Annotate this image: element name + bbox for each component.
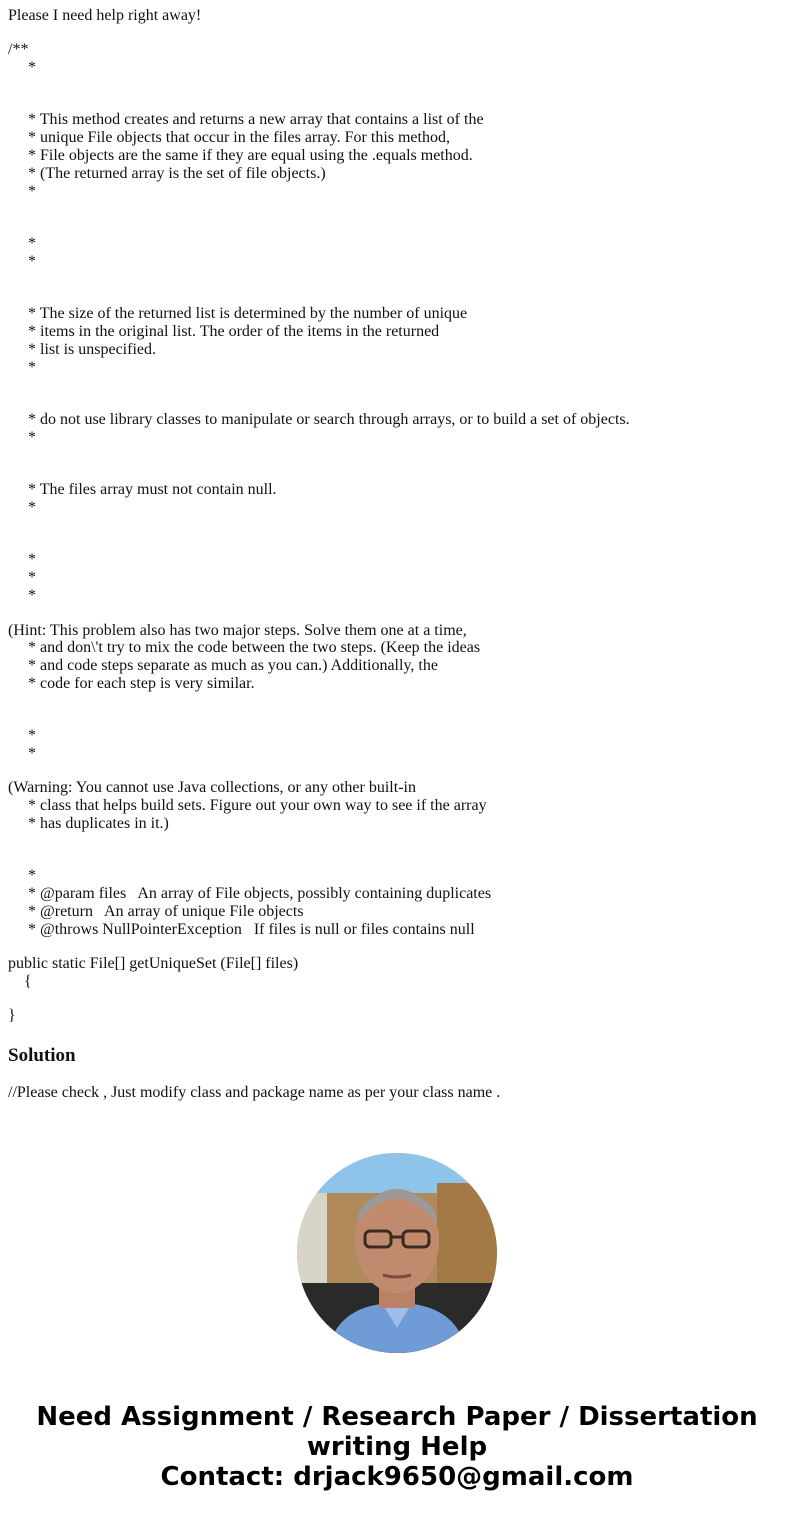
code-line: * list is unspecified. (28, 341, 156, 358)
code-line: * (28, 359, 36, 376)
code-line: * unique File objects that occur in the files array. For this method, (28, 129, 450, 146)
code-line: * (28, 551, 36, 568)
code-line: * @param files An array of File objects, possibly containing duplicates (28, 885, 492, 902)
solution-heading: Solution (8, 1045, 76, 1066)
footer-line-2: writing Help (306, 1432, 488, 1462)
code-line: * (28, 727, 36, 744)
code-line: * items in the original list. The order of the items in the returned (28, 323, 440, 340)
code-line: /** (8, 41, 29, 58)
solution-comment: //Please check , Just modify class and package name as per your class name . (8, 1084, 501, 1101)
code-line: * (28, 429, 36, 446)
code-line: * has duplicates in it.) (28, 815, 169, 832)
code-line: * class that helps build sets. Figure out your own way to see if the array (28, 797, 487, 814)
code-line: * (28, 183, 36, 200)
code-line: * (28, 253, 36, 270)
contact-footer (0, 1402, 794, 1492)
code-line: * The size of the returned list is determined by the number of unique (28, 305, 468, 322)
footer-contact: Contact: drjack9650@gmail.com (160, 1462, 634, 1492)
code-line: * and don\'t try to mix the code between the two steps. (Keep the ideas (28, 639, 481, 656)
code-line: * code for each step is very similar. (28, 675, 255, 692)
code-line: * (28, 745, 36, 762)
code-line: * (28, 59, 36, 76)
code-line: * (28, 235, 36, 252)
code-line: * The files array must not contain null. (28, 481, 277, 498)
code-line: * @throws NullPointerException If files is null or files contains null (28, 921, 475, 938)
code-line: } (8, 1007, 16, 1024)
code-line: * This method creates and returns a new array that contains a list of the (28, 111, 484, 128)
question-intro: Please I need help right away! (8, 7, 202, 24)
code-line: * (The returned array is the set of file objects.) (28, 165, 326, 182)
code-line: * do not use library classes to manipulate or search through arrays, or to build a set of objects. (28, 411, 630, 428)
code-line: { (24, 973, 32, 990)
code-line: * @return An array of unique File objects (28, 903, 304, 920)
code-line: * (28, 499, 36, 516)
code-line: public static File[] getUniqueSet (File[] files) (8, 955, 299, 972)
code-line: (Hint: This problem also has two major steps. Solve them one at a time, (8, 622, 467, 639)
code-line: (Warning: You cannot use Java collections, or any other built-in (8, 779, 416, 796)
code-line: * File objects are the same if they are equal using the .equals method. (28, 147, 473, 164)
code-line: * (28, 867, 36, 884)
code-line: * (28, 569, 36, 586)
author-avatar (297, 1153, 497, 1353)
code-line: * (28, 587, 36, 604)
footer-line-1: Need Assignment / Research Paper / Dissertation (36, 1402, 758, 1432)
code-line: * and code steps separate as much as you can.) Additionally, the (28, 657, 438, 674)
